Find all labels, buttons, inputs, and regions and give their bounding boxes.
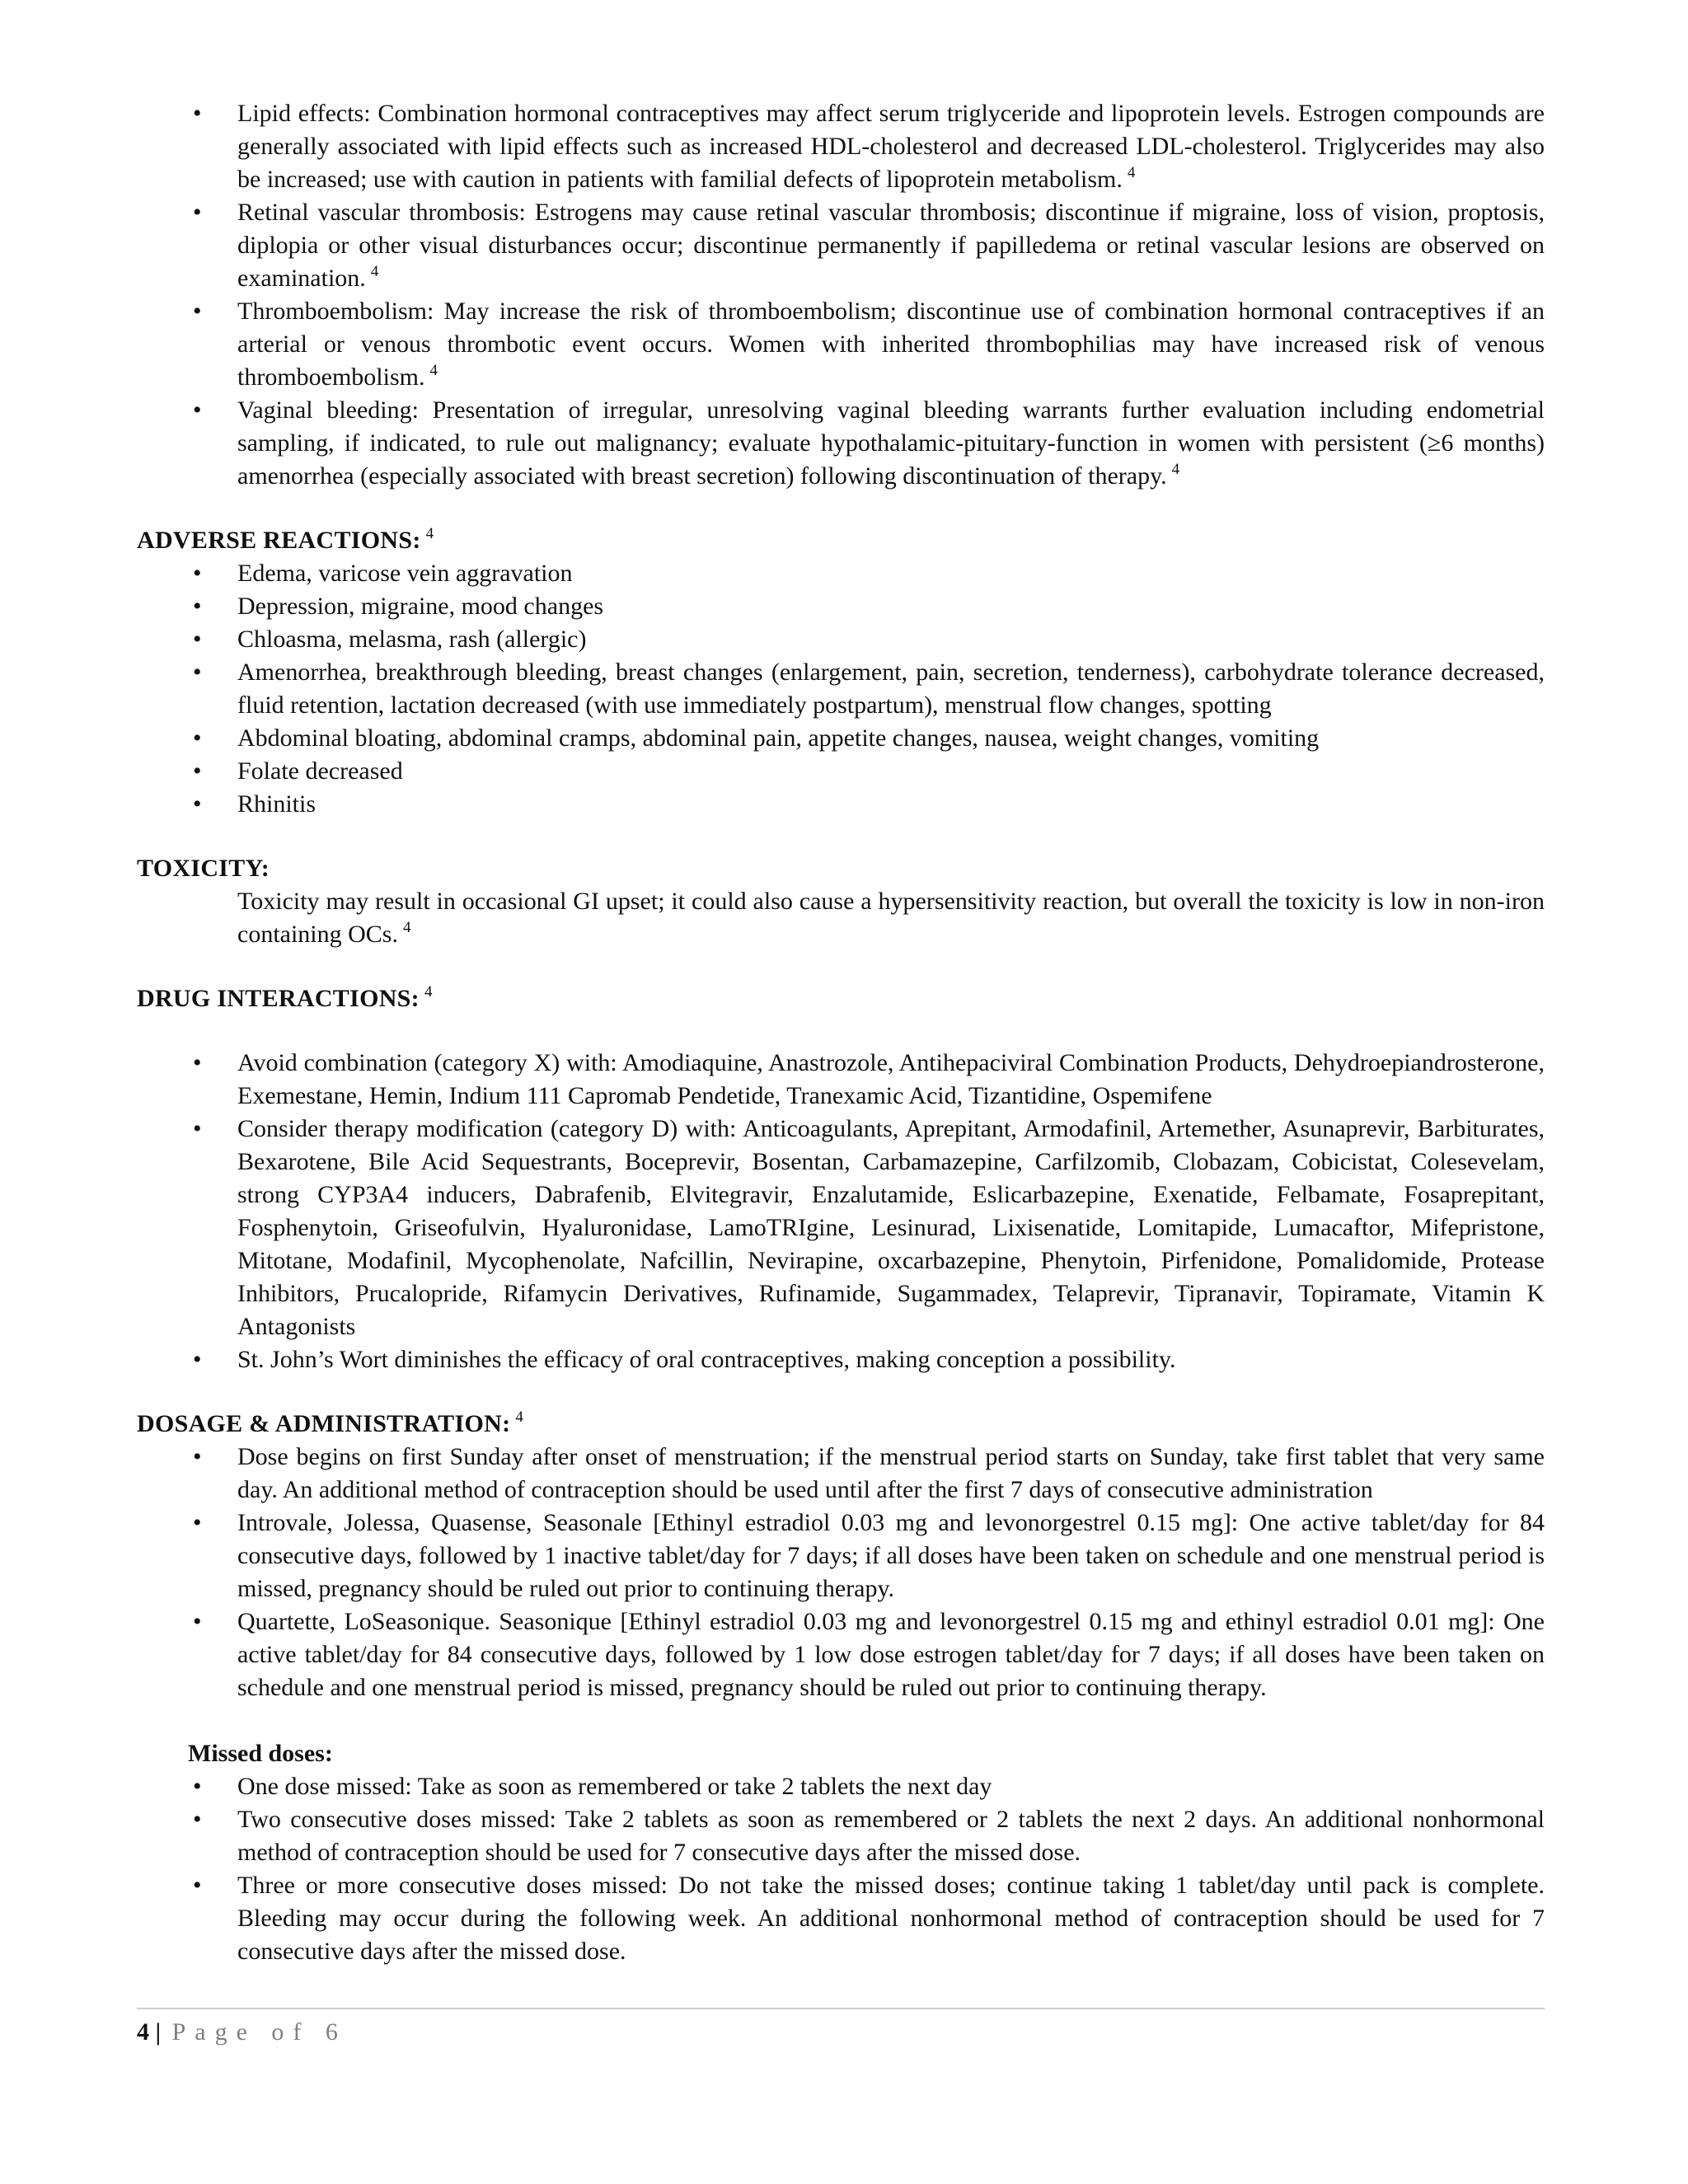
section-heading [137,524,1545,557]
toxicity-paragraph [137,885,1545,951]
footer-separator: | [155,2018,162,2046]
list-item: • Folate decreased [137,755,1545,788]
page-label: Page of 6 [171,2018,347,2046]
list-item: • Dose begins on first Sunday after onset of menstruation; if the menstrual period starts on Sunday, take first tablet that very same day. An additional method of contraception should be used until after the first 7 days of consecutive administration [137,1441,1545,1507]
list-item [137,394,1545,493]
heading-text: ADVERSE REACTIONS: [137,527,421,554]
footer-divider [137,2008,1545,2009]
precautions-list [137,97,1545,493]
list-item: • Rhinitis [137,788,1545,821]
reference-superscript: 4 [1127,164,1136,181]
toxicity-section [137,852,1545,951]
list-item-text: Lipid effects: Combination hormonal contraceptives may affect serum triglyceride and lipoprotein levels. Estrogen compounds are generally associated with lipid effects such as increased HDL-cholesterol and decreased LDL-cholesterol. Triglycerides may also be increased; use with caution in patients with familial defects of lipoprotein metabolism. [237,100,1545,193]
list-item: • Consider therapy modification (category D) with: Anticoagulants, Aprepitant, Armodafinil, Artemether, Asunaprevir, Barbiturates, Bexarotene, Bile Acid Sequestrants, Boceprevir, Bosentan, Carbamazepine, Carfilzomib, Clobazam, Cobicistat, Colesevelam, strong CYP3A4 inducers, Dabrafenib, Elvitegravir, Enzalutamide, Eslicarbazepine, Exenatide, Felbamate, Fosaprepitant, Fosphenytoin, Griseofulvin, Hyaluronidase, LamoTRIgine, Lesinurad, Lixisenatide, Lomitapide, Lumacaftor, Mifepristone, Mitotane, Modafinil, Mycophenolate, Nafcillin, Nevirapine, oxcarbazepine, Phenytoin, Pirfenidone, Pomalidomide, Protease Inhibitors, Prucalopride, Rifamycin Derivatives, Rufinamide, Sugammadex, Telaprevir, Tipranavir, Topiramate, Vitamin K Antagonists [137,1113,1545,1343]
reference-superscript: 4 [429,362,438,379]
reference-superscript: 4 [1171,461,1180,478]
dosage-section [137,1408,1545,1968]
list-item: • Introvale, Jolessa, Quasense, Seasonale [Ethinyl estradiol 0.03 mg and levonorgestrel 0.15 mg]: One active tablet/day for 84 consecutive days, followed by 1 inactive tablet/day for 7 days; if all doses have been taken on schedule and one menstrual period is missed, pregnancy should be ruled out prior to continuing therapy. [137,1507,1545,1605]
list-item: • Three or more consecutive doses missed: Do not take the missed doses; continue taking 1 tablet/day until pack is complete. Bleeding may occur during the following week. An additional nonhormonal method of contraception should be used for 7 consecutive days after the missed dose. [137,1869,1545,1968]
reference-superscript: 4 [370,263,379,280]
paragraph-text: Toxicity may result in occasional GI upset; it could also cause a hypersensitivity reaction, but overall the toxicity is low in non-iron containing OCs. [237,888,1545,948]
list-item [137,97,1545,196]
list-item: • Depression, migraine, mood changes [137,590,1545,623]
section-heading [137,1408,1545,1441]
page-number: 4 [137,2018,149,2046]
reference-superscript: 4 [425,525,434,542]
drug-interactions-list [137,1047,1545,1376]
list-item: • Chloasma, melasma, rash (allergic) [137,623,1545,656]
list-item [137,295,1545,394]
spacer [137,1015,1545,1047]
list-item: • St. John’s Wort diminishes the efficacy of oral contraceptives, making conception a possibility. [137,1343,1545,1376]
list-item-text: Thromboembolism: May increase the risk of thromboembolism; discontinue use of combination hormonal contraceptives if an arterial or venous thrombotic event occurs. Women with inherited thrombophilias may have increased risk of venous thromboembolism. [237,298,1545,391]
list-item: • Edema, varicose vein aggravation [137,557,1545,590]
list-item: • Quartette, LoSeasonique. Seasonique [Ethinyl estradiol 0.03 mg and levonorgestrel 0.15 mg and ethinyl estradiol 0.01 mg]: One active tablet/day for 84 consecutive days, followed by 1 low dose estrogen tablet/day for 7 days; if all doses have been taken on schedule and one menstrual period is missed, pregnancy should be ruled out prior to continuing therapy. [137,1605,1545,1704]
reference-superscript: 4 [403,919,411,936]
reference-superscript: 4 [515,1408,524,1426]
drug-interactions-section [137,982,1545,1376]
adverse-reactions-section [137,524,1545,821]
reference-superscript: 4 [424,983,433,1001]
adverse-reactions-list [137,557,1545,821]
heading-text: DRUG INTERACTIONS: [137,985,420,1012]
list-item [137,196,1545,295]
dosage-list [137,1441,1545,1704]
section-heading: TOXICITY: [137,855,270,882]
section-heading [137,982,1545,1015]
page-footer [137,2016,347,2049]
missed-doses-heading: Missed doses: [188,1740,333,1767]
list-item: • Two consecutive doses missed: Take 2 tablets as soon as remembered or 2 tablets the next 2 days. An additional nonhormonal method of contraception should be used for 7 consecutive days after the missed dose. [137,1803,1545,1869]
missed-doses-list [137,1770,1545,1968]
list-item: • Avoid combination (category X) with: Amodiaquine, Anastrozole, Antihepaciviral Combination Products, Dehydroepiandrosterone, Exemestane, Hemin, Indium 111 Capromab Pendetide, Tranexamic Acid, Tizantidine, Ospemifene [137,1047,1545,1113]
list-item-text: Retinal vascular thrombosis: Estrogens may cause retinal vascular thrombosis; discontinue if migraine, loss of vision, proptosis, diplopia or other visual disturbances occur; discontinue permanently if papilledema or retinal vascular lesions are observed on examination. [237,199,1545,292]
list-item-text: Vaginal bleeding: Presentation of irregular, unresolving vaginal bleeding warrants further evaluation including endometrial sampling, if indicated, to rule out malignancy; evaluate hypothalamic-pituitary-function in women with persistent (≥6 months) amenorrhea (especially associated with breast secretion) following discontinuation of therapy. [237,396,1545,490]
list-item: • Amenorrhea, breakthrough bleeding, breast changes (enlargement, pain, secretion, tenderness), carbohydrate tolerance decreased, fluid retention, lactation decreased (with use immediately postpartum), menstrual flow changes, spotting [137,656,1545,722]
heading-text: DOSAGE & ADMINISTRATION: [137,1410,511,1437]
list-item: • One dose missed: Take as soon as remembered or take 2 tablets the next day [137,1770,1545,1803]
list-item: • Abdominal bloating, abdominal cramps, abdominal pain, appetite changes, nausea, weight changes, vomiting [137,722,1545,755]
page-content [137,97,1545,1968]
